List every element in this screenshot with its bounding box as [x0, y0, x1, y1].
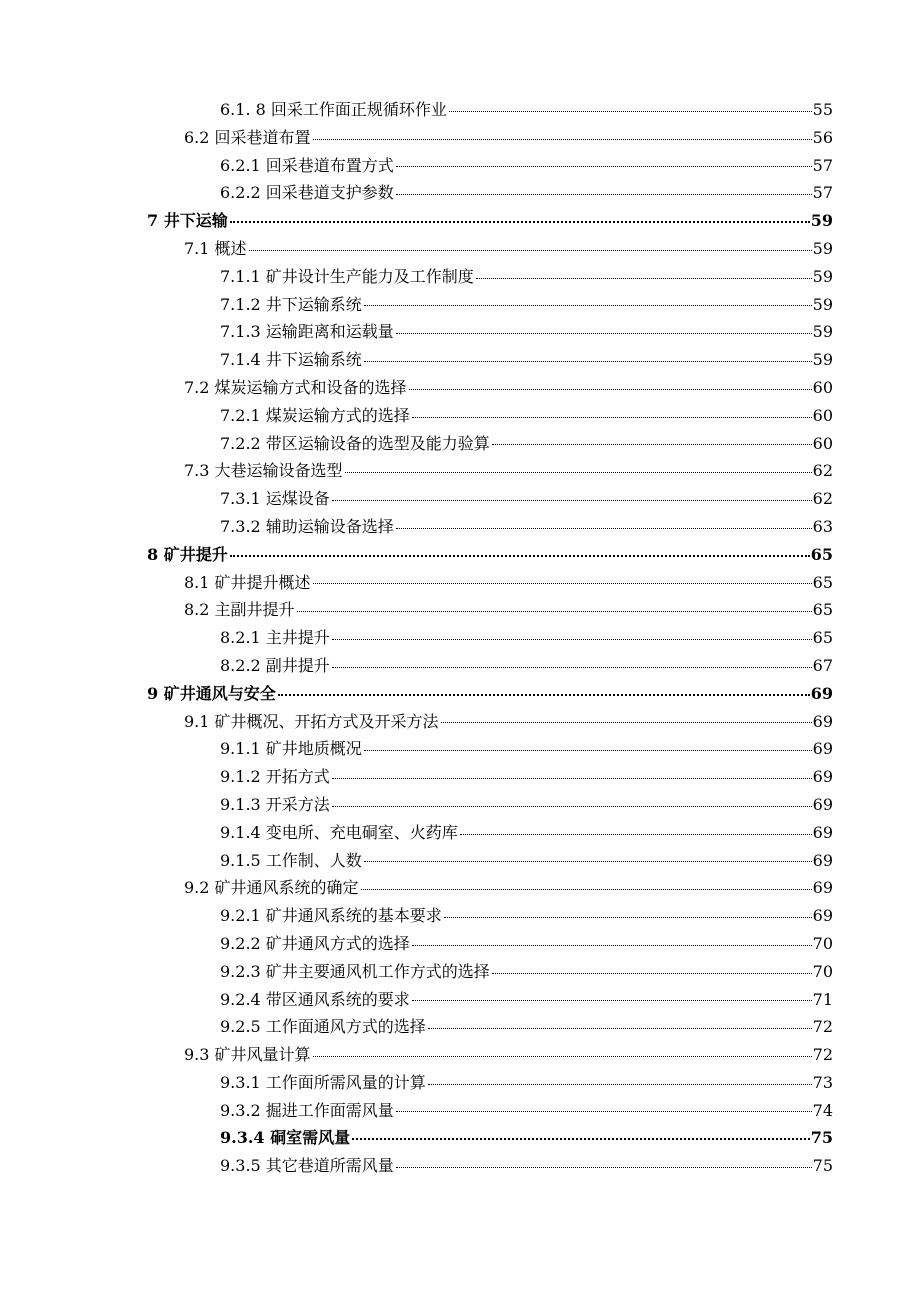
toc-entry-title: 6.1. 8 回采工作面正规循环作业 — [220, 100, 447, 119]
toc-entry-page-number: 57 — [812, 183, 833, 203]
toc-entry[interactable] — [0, 1041, 920, 1069]
toc-entry-page-number: 62 — [812, 489, 833, 509]
dot-leader — [396, 194, 812, 195]
toc-entry[interactable] — [0, 124, 920, 152]
toc-entry[interactable] — [0, 1013, 920, 1041]
toc-entry[interactable] — [0, 374, 920, 402]
dot-leader — [409, 389, 812, 390]
toc-entry-title: 7.1 概述 — [184, 238, 247, 258]
toc-entry-title: 8.2 主副井提升 — [184, 600, 295, 620]
toc-entry[interactable] — [0, 680, 920, 708]
toc-entry-page-number: 69 — [812, 711, 833, 731]
dot-leader — [476, 278, 812, 279]
toc-entry-title: 8.2.1 主井提升 — [220, 628, 330, 648]
toc-entry-title: 7.1.1 矿井设计生产能力及工作制度 — [220, 266, 474, 286]
toc-entry-page-number: 65 — [810, 544, 833, 564]
toc-entry-page-number: 65 — [812, 628, 833, 648]
toc-entry[interactable] — [0, 569, 920, 597]
dot-leader — [441, 722, 812, 723]
toc-entry-page-number: 75 — [810, 1128, 833, 1148]
toc-entry-page-number: 56 — [812, 127, 833, 147]
dot-leader — [332, 500, 812, 501]
dot-leader — [412, 417, 812, 418]
toc-entry[interactable] — [0, 263, 920, 291]
toc-entry-page-number: 73 — [812, 1072, 833, 1092]
dot-leader — [396, 166, 812, 167]
toc-entry-title: 9.2.4 带区通风系统的要求 — [220, 989, 410, 1009]
toc-entry-page-number: 55 — [812, 100, 833, 119]
dot-leader — [332, 667, 812, 668]
dot-leader — [396, 1167, 812, 1168]
toc-entry[interactable] — [0, 874, 920, 902]
toc-entry-title: 7.2.1 煤炭运输方式的选择 — [220, 405, 410, 425]
toc-entry[interactable] — [0, 235, 920, 263]
toc-entry-title: 9.3.5 其它巷道所需风量 — [220, 1156, 394, 1176]
toc-entry[interactable] — [0, 402, 920, 430]
toc-entry-title: 7.2.2 带区运输设备的选型及能力验算 — [220, 433, 490, 453]
toc-entry[interactable] — [0, 541, 920, 569]
toc-entry-page-number: 59 — [812, 266, 833, 286]
toc-entry-title: 9 矿井通风与安全 — [147, 683, 276, 703]
toc-entry-title: 9.1.1 矿井地质概况 — [220, 739, 362, 759]
toc-entry[interactable] — [0, 708, 920, 736]
toc-entry-page-number: 69 — [812, 906, 833, 926]
toc-entry-title: 7.2 煤炭运输方式和设备的选择 — [184, 377, 407, 397]
dot-leader — [364, 305, 812, 306]
toc-entry-page-number: 60 — [812, 405, 833, 425]
dot-leader — [444, 917, 812, 918]
toc-entry-page-number: 69 — [812, 878, 833, 898]
dot-leader — [364, 750, 812, 751]
toc-entry[interactable] — [0, 791, 920, 819]
toc-entry[interactable] — [0, 958, 920, 986]
dot-leader — [278, 694, 810, 696]
toc-entry-title: 9.3.4 硐室需风量 — [220, 1128, 351, 1148]
toc-entry-page-number: 59 — [810, 211, 833, 231]
dot-leader — [412, 1000, 812, 1001]
dot-leader — [364, 361, 812, 362]
dot-leader — [396, 1111, 812, 1112]
dot-leader — [428, 1084, 812, 1085]
toc-entry-title: 9.2.3 矿井主要通风机工作方式的选择 — [220, 961, 490, 981]
toc-entry-title: 7.3 大巷运输设备选型 — [184, 461, 343, 481]
toc-entry-title: 7.1.4 井下运输系统 — [220, 350, 362, 370]
toc-entry[interactable] — [0, 652, 920, 680]
toc-entry-page-number: 69 — [812, 767, 833, 787]
toc-entry-page-number: 62 — [812, 461, 833, 481]
toc-entry-title: 9.2.5 工作面通风方式的选择 — [220, 1017, 426, 1037]
toc-entry-title: 7 井下运输 — [147, 211, 228, 231]
toc-entry-title: 9.1.5 工作制、人数 — [220, 850, 362, 870]
dot-leader — [230, 555, 810, 557]
dot-leader — [297, 611, 812, 612]
toc-entry-page-number: 63 — [812, 516, 833, 536]
dot-leader — [396, 528, 812, 529]
toc-entry-title: 9.1.2 开拓方式 — [220, 767, 330, 787]
toc-entry-title: 7.1.2 井下运输系统 — [220, 294, 362, 314]
toc-entry[interactable] — [0, 96, 920, 124]
toc-entry-page-number: 59 — [812, 322, 833, 342]
dot-leader — [332, 806, 812, 807]
toc-entry-page-number: 67 — [812, 655, 833, 675]
toc-entry[interactable] — [0, 1124, 920, 1152]
dot-leader — [332, 639, 812, 640]
toc-entry-title: 8 矿井提升 — [147, 544, 228, 564]
dot-leader — [428, 1028, 812, 1029]
toc-entry[interactable] — [0, 596, 920, 624]
dot-leader — [345, 472, 812, 473]
toc-entry-title: 9.3 矿井风量计算 — [184, 1045, 311, 1065]
toc-entry[interactable] — [0, 457, 920, 485]
toc-entry[interactable] — [0, 485, 920, 513]
dot-leader — [352, 1138, 810, 1140]
toc-entry-page-number: 69 — [810, 683, 833, 703]
dot-leader — [230, 221, 810, 223]
toc-entry[interactable] — [0, 291, 920, 319]
dot-leader — [364, 861, 812, 862]
toc-entry[interactable] — [0, 1097, 920, 1125]
toc-entry[interactable] — [0, 1069, 920, 1097]
toc-entry-title: 9.1.4 变电所、充电硐室、火药库 — [220, 822, 458, 842]
toc-entry[interactable] — [0, 152, 920, 180]
dot-leader — [249, 250, 812, 251]
dot-leader — [313, 583, 812, 584]
toc-entry-title: 7.3.2 辅助运输设备选择 — [220, 516, 394, 536]
toc-entry[interactable] — [0, 902, 920, 930]
toc-entry-title: 8.2.2 副井提升 — [220, 655, 330, 675]
toc-entry[interactable] — [0, 986, 920, 1014]
toc-entry-page-number: 72 — [812, 1045, 833, 1065]
toc-entry-page-number: 69 — [812, 822, 833, 842]
dot-leader — [492, 444, 812, 445]
toc-entry-title: 9.2.1 矿井通风系统的基本要求 — [220, 906, 442, 926]
dot-leader — [313, 139, 812, 140]
toc-entry-page-number: 57 — [812, 155, 833, 175]
toc-entry[interactable] — [0, 847, 920, 875]
dot-leader — [313, 1056, 812, 1057]
toc-entry-title: 9.2.2 矿井通风方式的选择 — [220, 933, 410, 953]
toc-entry[interactable] — [0, 1152, 920, 1180]
dot-leader — [460, 834, 812, 835]
toc-entry-title: 7.1.3 运输距离和运载量 — [220, 322, 394, 342]
toc-entry-title: 6.2.2 回采巷道支护参数 — [220, 183, 394, 203]
dot-leader — [449, 111, 812, 112]
toc-entry-page-number: 65 — [812, 600, 833, 620]
toc-entry[interactable] — [0, 930, 920, 958]
toc-entry-title: 9.2 矿井通风系统的确定 — [184, 878, 359, 898]
dot-leader — [332, 778, 812, 779]
table-of-contents — [0, 96, 920, 1180]
toc-entry[interactable] — [0, 763, 920, 791]
toc-entry-title: 9.1 矿井概况、开拓方式及开采方法 — [184, 711, 439, 731]
toc-entry[interactable] — [0, 318, 920, 346]
toc-entry-page-number: 74 — [812, 1100, 833, 1120]
toc-entry[interactable] — [0, 819, 920, 847]
toc-entry-title: 9.3.1 工作面所需风量的计算 — [220, 1072, 426, 1092]
toc-entry[interactable] — [0, 207, 920, 235]
toc-entry-page-number: 65 — [812, 572, 833, 592]
toc-entry-page-number: 70 — [812, 961, 833, 981]
toc-entry-page-number: 59 — [812, 294, 833, 314]
toc-entry[interactable] — [0, 513, 920, 541]
toc-entry-title: 9.1.3 开采方法 — [220, 794, 330, 814]
toc-entry-page-number: 72 — [812, 1017, 833, 1037]
toc-entry[interactable] — [0, 430, 920, 458]
dot-leader — [396, 333, 812, 334]
toc-entry[interactable] — [0, 346, 920, 374]
dot-leader — [361, 889, 812, 890]
toc-entry-page-number: 70 — [812, 933, 833, 953]
toc-entry-title: 6.2.1 回采巷道布置方式 — [220, 155, 394, 175]
toc-entry-page-number: 60 — [812, 377, 833, 397]
toc-entry-title: 6.2 回采巷道布置 — [184, 127, 311, 147]
toc-entry-title: 8.1 矿井提升概述 — [184, 572, 311, 592]
toc-entry-page-number: 60 — [812, 433, 833, 453]
toc-entry-page-number: 75 — [812, 1156, 833, 1176]
toc-entry-page-number: 69 — [812, 794, 833, 814]
toc-entry-title: 7.3.1 运煤设备 — [220, 489, 330, 509]
toc-entry[interactable] — [0, 735, 920, 763]
toc-entry-page-number: 59 — [812, 238, 833, 258]
toc-entry-page-number: 69 — [812, 850, 833, 870]
toc-entry-page-number: 71 — [812, 989, 833, 1009]
toc-entry-page-number: 69 — [812, 739, 833, 759]
toc-entry-page-number: 59 — [812, 350, 833, 370]
dot-leader — [492, 973, 812, 974]
toc-entry-title: 9.3.2 掘进工作面需风量 — [220, 1100, 394, 1120]
toc-entry[interactable] — [0, 179, 920, 207]
dot-leader — [412, 945, 812, 946]
toc-entry[interactable] — [0, 624, 920, 652]
